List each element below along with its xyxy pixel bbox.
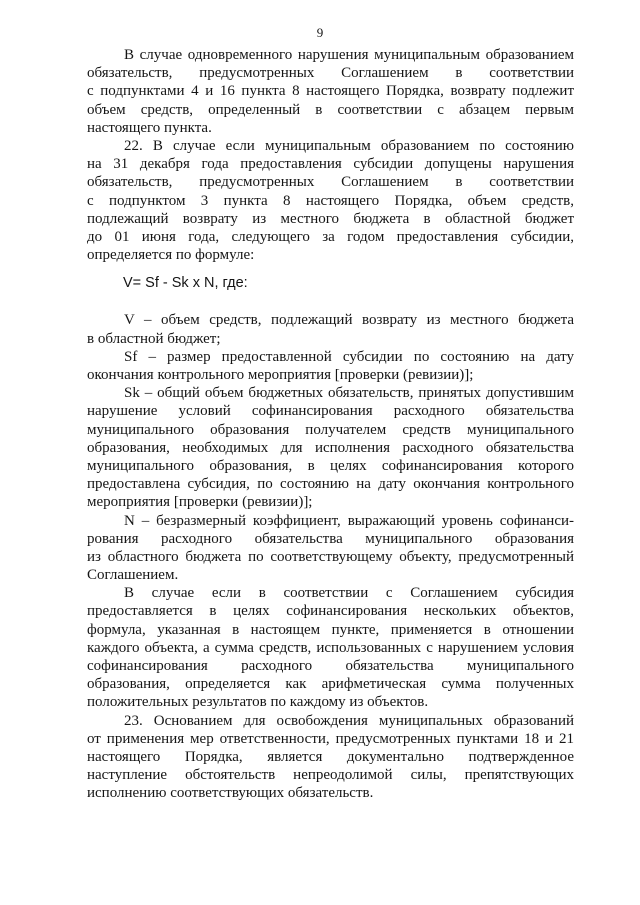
text-line: объем средств, определенный в соответствии с абзацем первым [87,101,574,118]
text-line: обязательств, предусмотренных Соглашением в соответствии [87,65,574,82]
text-line: образования, определяется как арифметическая сумма полученных [87,676,574,693]
text-line: В случае если в соответствии с Соглашением субсидия [124,585,574,602]
text-line: рования расходного обязательства муниципального образования [87,530,574,547]
text-line: муниципального образования получателем средств муниципального [87,421,574,438]
text-line: N – безразмерный коэффициент, выражающий уровень софинанси- [124,512,574,529]
text-line: из областного бюджета по соответствующему объекту, предусмотренный [87,548,574,565]
text-line: наступление обстоятельств непреодолимой силы, препятствующих [87,767,574,784]
formula: V= Sf - Sk x N, где: [123,275,248,292]
paragraph-violation-simultaneous [87,46,574,137]
text-line: 23. Основанием для освобождения муниципальных образований [124,712,574,729]
text-line: с подпунктом 3 пункта 8 настоящего Порядка, объем средств, [87,192,574,209]
body-text [87,46,574,803]
text-line: на 31 декабря года предоставления субсидии допущены нарушения [87,156,574,173]
paragraph-22 [87,137,574,264]
text-line: предоставляется в целях софинансирования нескольких объектов, [87,603,574,620]
text-line: обязательств, предусмотренных Соглашением в соответствии [87,174,574,191]
text-line: софинансирования расходного обязательства муниципального [87,658,574,674]
page-number: 9 [316,25,324,40]
paragraph-23 [87,712,574,803]
definition-sf [87,348,574,384]
text-line: V – объем средств, подлежащий возврату из местного бюджета [124,312,574,329]
text-line: Sf – размер предоставленной субсидии по состоянию на дату [124,348,574,365]
text-line: Sk – общий объем бюджетных обязательств, принятых допустившим [124,385,574,402]
text-line: настоящего Порядка, является документально подтвержденное [87,748,574,765]
text-line: определяется по формуле: [87,247,255,264]
text-line: настоящего пункта. [87,119,212,136]
text-line: предоставлена субсидия, по состоянию на дату окончания контрольного [87,476,574,493]
paragraph-multiple-objects [87,584,574,711]
text-line: мероприятия [проверки (ревизии)]; [87,494,313,511]
text-line: подлежащий возврату из местного бюджета в областной бюджет [87,210,574,227]
text-line: до 01 июня года, следующего за годом предоставления субсидии, [87,228,574,245]
text-line: окончания контрольного мероприятия [проверки (ревизии)]; [87,367,474,383]
text-line: исполнению соответствующих обязательств. [87,785,374,802]
text-line: положительных результатов по каждому из объектов. [87,694,429,711]
text-line: муниципального образования, в целях софинансирования которого [87,457,574,474]
text-line: каждого объекта, а сумма средств, использованных с нарушением условия [87,639,574,656]
text-line: образования, необходимых для исполнения расходного обязательства [87,439,574,456]
text-line: формула, указанная в настоящем пункте, применяется в отношении [87,621,574,638]
text-line: Соглашением. [87,567,179,584]
definition-v [87,311,574,347]
definition-n [87,512,574,585]
text-line: от применения мер ответственности, предусмотренных пунктами 18 и 21 [87,730,574,747]
definition-sk [87,384,574,511]
text-line: 22. В случае если муниципальным образованием по состоянию [124,137,574,154]
text-line: нарушение условий софинансирования расходного обязательства [87,403,574,420]
text-line: с подпунктами 4 и 16 пункта 8 настоящего Порядка, возврату подлежит [87,83,574,100]
text-line: В случае одновременного нарушения муниципальным образованием [124,47,574,63]
text-line: в областной бюджет; [87,330,221,347]
